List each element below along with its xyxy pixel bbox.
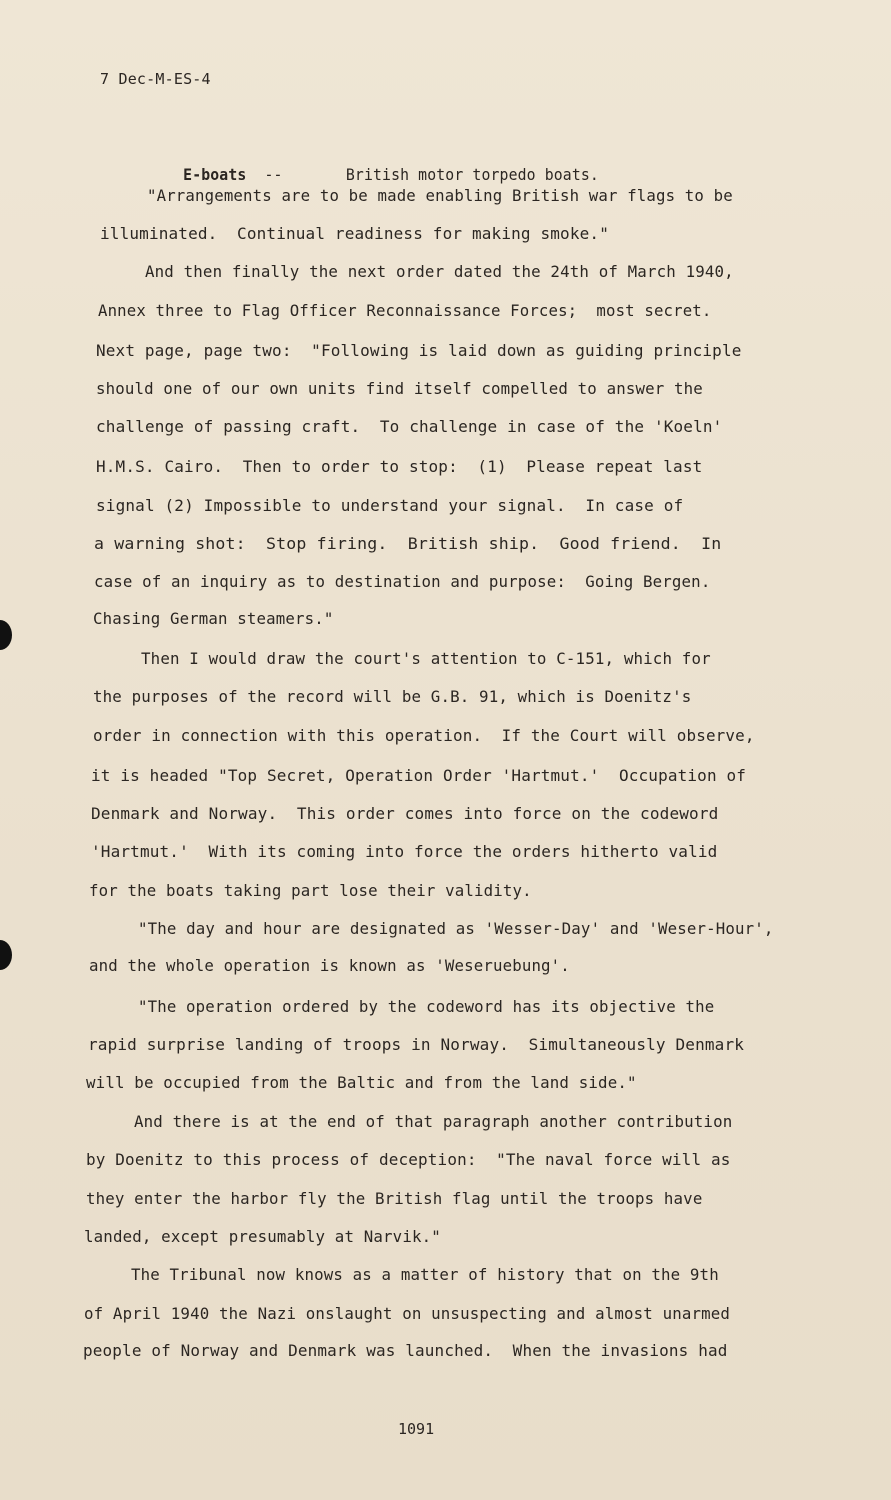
body-line: the purposes of the record will be G.B. 91, which is Doenitz's xyxy=(93,688,692,706)
definition-dash: -- xyxy=(264,166,283,184)
body-line: The Tribunal now knows as a matter of history that on the 9th xyxy=(131,1266,719,1284)
body-line: case of an inquiry as to destination and purpose: Going Bergen. xyxy=(94,573,711,591)
body-line: And there is at the end of that paragraph another contribution xyxy=(134,1113,733,1131)
body-line: Then I would draw the court's attention to C-151, which for xyxy=(141,650,711,668)
body-line: for the boats taking part lose their validity. xyxy=(89,882,532,900)
body-line: H.M.S. Cairo. Then to order to stop: (1) Please repeat last xyxy=(96,458,703,476)
body-line: landed, except presumably at Narvik." xyxy=(84,1228,441,1246)
body-line: people of Norway and Denmark was launched. When the invasions had xyxy=(83,1342,728,1360)
body-line: challenge of passing craft. To challenge in case of the 'Koeln' xyxy=(96,418,723,436)
body-line: rapid surprise landing of troops in Norway. Simultaneously Denmark xyxy=(88,1036,745,1054)
punch-hole-bottom xyxy=(0,940,12,970)
page-number: 1091 xyxy=(398,1420,435,1438)
body-line: it is headed "Top Secret, Operation Order 'Hartmut.' Occupation of xyxy=(91,767,747,785)
definition-term: E-boats xyxy=(183,166,247,184)
punch-hole-top xyxy=(0,620,12,650)
body-line: they enter the harbor fly the British flag until the troops have xyxy=(86,1190,703,1208)
body-line: a warning shot: Stop firing. British ship. Good friend. In xyxy=(94,535,722,553)
body-line: should one of our own units find itself compelled to answer the xyxy=(96,380,703,398)
definition-meaning: British motor torpedo boats. xyxy=(345,166,599,184)
body-line: will be occupied from the Baltic and from the land side." xyxy=(86,1074,637,1092)
body-line: by Doenitz to this process of deception: "The naval force will as xyxy=(86,1151,731,1169)
body-line: of April 1940 the Nazi onslaught on unsuspecting and almost unarmed xyxy=(84,1305,731,1323)
body-line: signal (2) Impossible to understand your signal. In case of xyxy=(96,497,684,515)
body-line: "The operation ordered by the codeword has its objective the xyxy=(138,998,715,1016)
body-line: Next page, page two: "Following is laid down as guiding principle xyxy=(96,342,742,360)
body-line: Annex three to Flag Officer Reconnaissance Forces; most secret. xyxy=(98,302,712,320)
body-line: illuminated. Continual readiness for making smoke." xyxy=(100,225,609,243)
body-line: 'Hartmut.' With its coming into force the orders hitherto valid xyxy=(91,843,718,861)
body-line: "Arrangements are to be made enabling British war flags to be xyxy=(147,187,733,205)
body-line: Chasing German steamers." xyxy=(93,610,334,628)
body-line: And then finally the next order dated the 24th of March 1940, xyxy=(145,263,734,281)
body-line: order in connection with this operation. If the Court will observe, xyxy=(93,727,755,745)
body-line: "The day and hour are designated as 'Wesser-Day' and 'Weser-Hour', xyxy=(138,920,774,938)
body-line: Denmark and Norway. This order comes into force on the codeword xyxy=(91,805,719,823)
body-line: and the whole operation is known as 'Weseruebung'. xyxy=(89,957,570,975)
document-id: 7 Dec-M-ES-4 xyxy=(100,70,211,88)
